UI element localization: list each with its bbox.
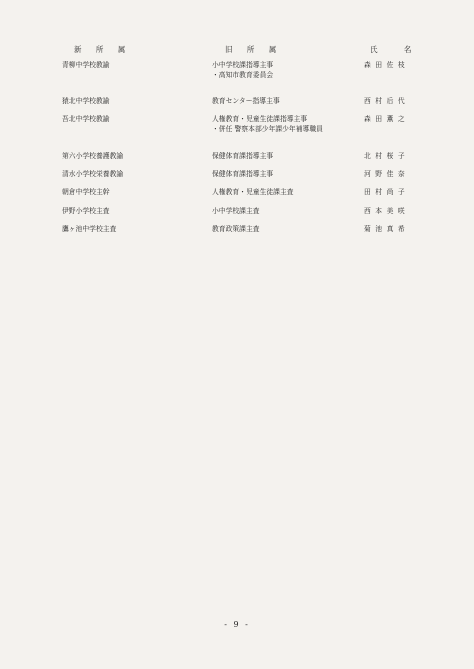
new-affiliation-cell: 清水小学校栄養教諭 [62,170,124,178]
old-affiliation-cell [212,60,273,80]
old-affiliation-line: 教育政策課主査 [212,225,260,233]
new-affiliation-cell: 伊野小学校主査 [62,207,110,215]
name-cell: 北村桜子 [364,152,410,160]
new-affiliation-cell: 青柳中学校教諭 [62,61,110,69]
page-number: - 9 - [224,620,250,629]
old-affiliation-line: 人権教育・児童生徒課指導主事 [212,115,308,123]
new-affiliation-cell: 鷹ヶ池中学校主査 [62,225,117,233]
name-cell: 西本美咲 [364,207,410,215]
name-cell: 森田薫之 [364,115,410,123]
name-cell: 田村尚子 [364,188,410,196]
column-header-name: 氏 名 [370,45,424,54]
new-affiliation-cell: 朝倉中学校主幹 [62,188,110,196]
old-affiliation-cell [212,206,260,216]
old-affiliation-cell [212,187,294,197]
old-affiliation-line: 教育センター指導主事 [212,97,280,105]
old-affiliation-line: ・高知市教育委員会 [212,71,274,79]
old-affiliation-cell [212,151,273,161]
old-affiliation-line: 小中学校課指導主事 [212,61,274,69]
new-affiliation-cell: 猿北中学校教諭 [62,97,110,105]
new-affiliation-cell: 吾北中学校教諭 [62,115,110,123]
name-cell: 菊池真希 [364,225,410,233]
old-affiliation-line: ・併任 警察本部少年課少年補導職員 [212,125,323,133]
old-affiliation-cell [212,169,273,179]
old-affiliation-line: 保健体育課指導主事 [212,152,274,160]
old-affiliation-cell [212,96,280,106]
name-cell: 河野佳奈 [364,170,410,178]
name-cell: 西村后代 [364,97,410,105]
column-header-old-affiliation: 旧 所 属 [225,45,283,54]
old-affiliation-cell [212,224,260,234]
new-affiliation-cell: 第六小学校養護教諭 [62,152,124,160]
old-affiliation-line: 保健体育課指導主事 [212,170,274,178]
old-affiliation-line: 人権教育・児童生徒課主査 [212,188,294,196]
name-cell: 森田佐枝 [364,61,410,69]
column-header-new-affiliation: 新 所 属 [74,45,132,54]
old-affiliation-line: 小中学校課主査 [212,207,260,215]
old-affiliation-cell [212,114,323,134]
